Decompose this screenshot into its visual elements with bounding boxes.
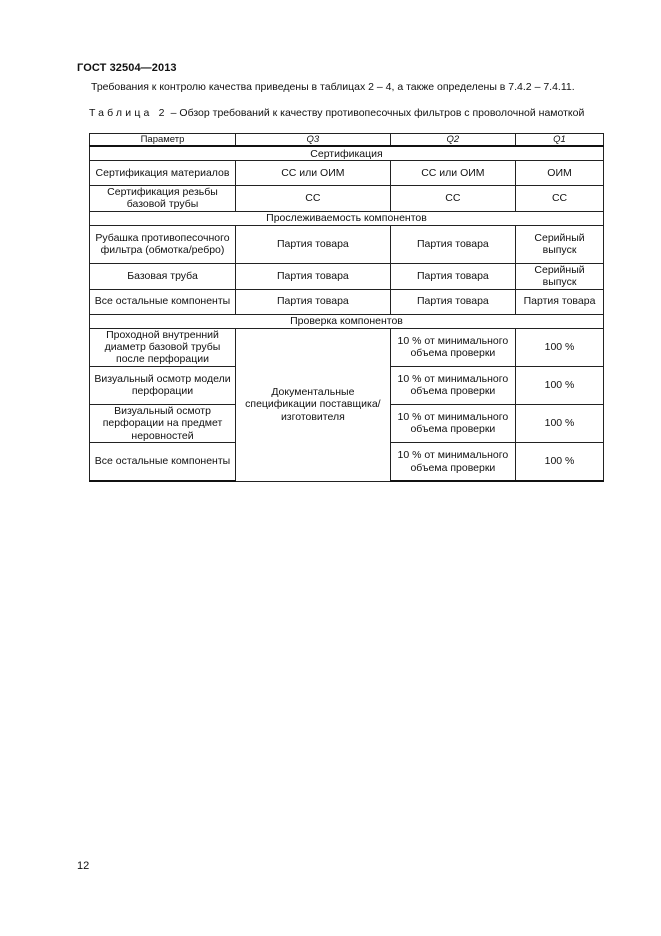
row-parameter: Визуальный осмотр перфорации на предмет неровностей [90, 404, 236, 442]
table-caption-label: Таблица 2 [89, 107, 168, 119]
cell-q2: СС [390, 186, 515, 212]
row-parameter: Базовая труба [90, 263, 236, 289]
cell-q2: 10 % от минимального объема проверки [390, 443, 515, 482]
row-parameter: Сертификация материалов [90, 161, 236, 186]
cell-q2: 10 % от минимального объема проверки [390, 366, 515, 404]
cell-q3: Партия товара [236, 225, 391, 263]
table-row [90, 161, 604, 186]
row-parameter: Рубашка противопесочного фильтра (обмотка/ребро) [90, 225, 236, 263]
cell-q1: Серийный выпуск [516, 263, 604, 289]
cell-q1: 100 % [516, 404, 604, 442]
requirements-table [89, 133, 604, 482]
document-header: ГОСТ 32504—2013 [77, 62, 177, 74]
row-parameter: Визуальный осмотр модели перфорации [90, 366, 236, 404]
cell-q1: 100 % [516, 328, 604, 366]
row-parameter: Все остальные компоненты [90, 443, 236, 482]
cell-q3-inspection: Документальные спецификации поставщика/изготовителя [236, 328, 391, 481]
cell-q2: Партия товара [390, 289, 515, 314]
table-row [90, 225, 604, 263]
section-title-traceability: Прослеживаемость компонентов [90, 211, 604, 225]
table-caption [89, 107, 614, 119]
cell-q1: Серийный выпуск [516, 225, 604, 263]
intro-paragraph: Требования к контролю качества приведены в таблицах 2 – 4, а также определены в 7.4.2 – 7.4.11. [91, 81, 575, 93]
cell-q1: 100 % [516, 366, 604, 404]
row-parameter: Сертификация резьбы базовой трубы [90, 186, 236, 212]
row-parameter: Проходной внутренний диаметр базовой трубы после перфорации [90, 328, 236, 366]
cell-q1: Партия товара [516, 289, 604, 314]
cell-q2: Партия товара [390, 263, 515, 289]
cell-q1: 100 % [516, 443, 604, 482]
cell-q3: Партия товара [236, 289, 391, 314]
cell-q1: СС [516, 186, 604, 212]
column-header-q1: Q1 [516, 134, 604, 147]
cell-q2: 10 % от минимального объема проверки [390, 328, 515, 366]
cell-q3: СС [236, 186, 391, 212]
column-header-parameter: Параметр [90, 134, 236, 147]
table-row [90, 289, 604, 314]
section-row [90, 314, 604, 328]
cell-q3: СС или ОИМ [236, 161, 391, 186]
table-row [90, 186, 604, 212]
cell-q2: СС или ОИМ [390, 161, 515, 186]
section-title-certification: Сертификация [90, 146, 604, 161]
column-header-q3: Q3 [236, 134, 391, 147]
cell-q2: 10 % от минимального объема проверки [390, 404, 515, 442]
cell-q3: Партия товара [236, 263, 391, 289]
table-caption-text: – Обзор требований к качеству противопесочных фильтров с проволочной намоткой [167, 107, 585, 119]
section-row [90, 211, 604, 225]
cell-q2: Партия товара [390, 225, 515, 263]
page-number: 12 [77, 860, 90, 872]
section-row [90, 146, 604, 161]
table-header-row [90, 134, 604, 147]
row-parameter: Все остальные компоненты [90, 289, 236, 314]
table-row [90, 328, 604, 366]
table-row [90, 263, 604, 289]
section-title-inspection: Проверка компонентов [90, 314, 604, 328]
column-header-q2: Q2 [390, 134, 515, 147]
cell-q1: ОИМ [516, 161, 604, 186]
